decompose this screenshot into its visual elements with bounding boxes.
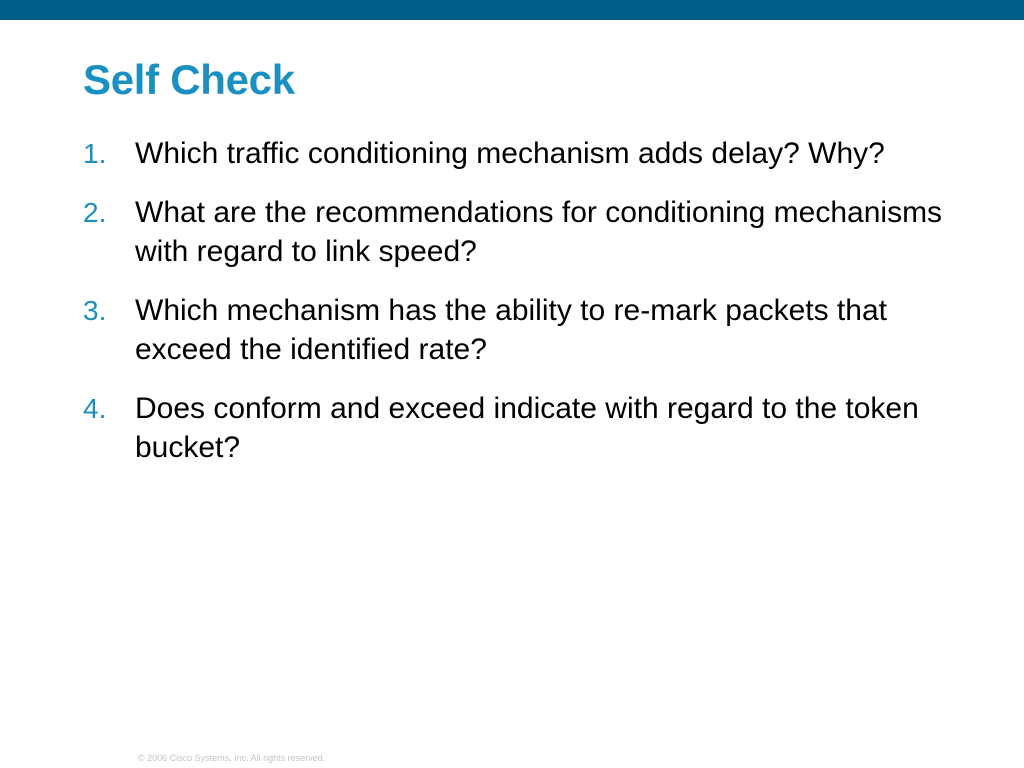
question-number: 4. [83,393,107,424]
question-item-3 [83,291,983,369]
question-number: 2. [83,197,107,228]
top-accent-bar [0,0,1024,20]
question-text: Which traffic conditioning mechanism adds delay? Why? [135,137,885,170]
question-number: 1. [83,138,107,169]
question-number: 3. [83,295,107,326]
question-list [83,134,983,487]
slide-title: Self Check [83,56,295,103]
question-item-1 [83,134,983,173]
question-item-2 [83,193,983,271]
question-text: Does conform and exceed indicate with regard to the token bucket? [135,392,919,464]
question-item-4 [83,389,983,467]
question-text: What are the recommendations for conditioning mechanisms with regard to link speed? [135,196,943,268]
question-text: Which mechanism has the ability to re-mark packets that exceed the identified rate? [135,294,887,366]
copyright-footer: © 2006 Cisco Systems, Inc. All rights reserved. [138,753,326,763]
